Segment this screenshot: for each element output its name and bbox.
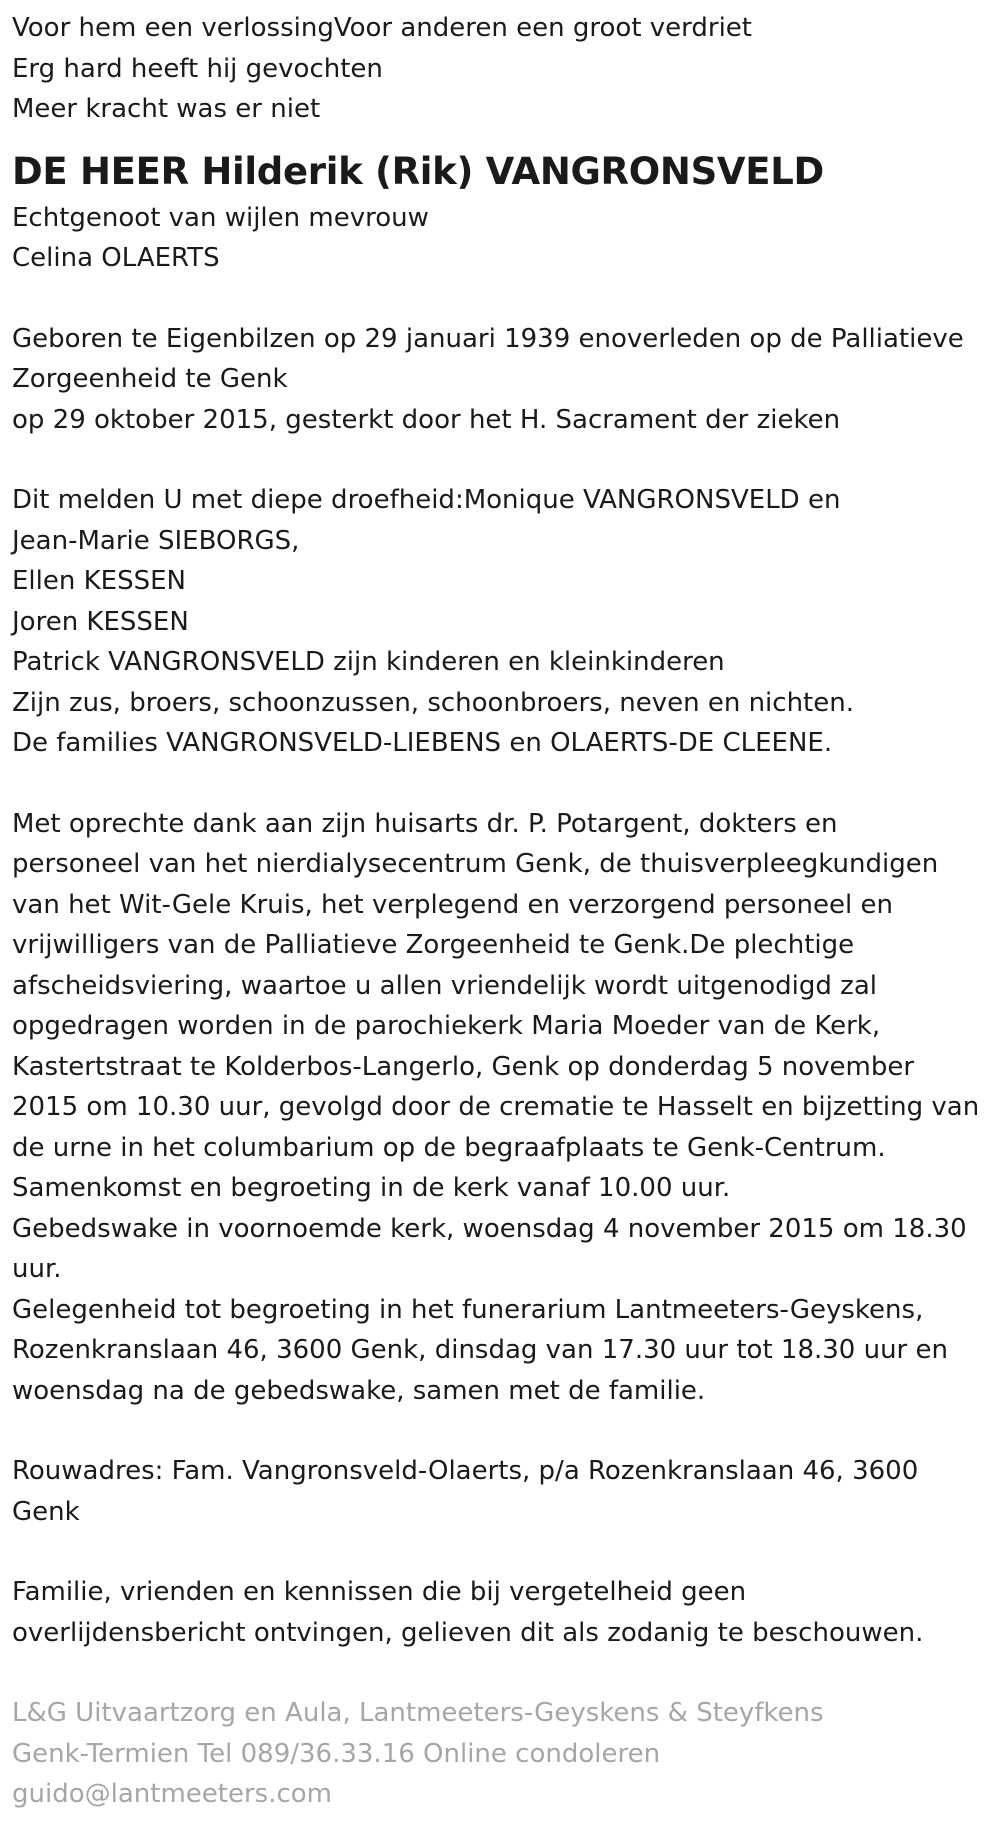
notice-block [12,1572,1000,1653]
mourning-address-line: Genk [12,1496,80,1527]
ceremony-line: 2015 om 10.30 uur, gevolgd door de crematie te Hasselt en bijzetting van [12,1092,980,1122]
spouse-line: Celina OLAERTS [12,243,220,273]
spouse-line: Echtgenoot van wijlen mevrouw [12,202,429,233]
footer-line: L&G Uitvaartzorg en Aula, Lantmeeters-Geyskens & Steyfkens [12,1698,824,1728]
motto-line: Voor hem een verlossingVoor anderen een groot verdriet [12,13,752,43]
ceremony-line: afscheidsviering, waartoe u allen vriendelijk wordt uitgenodigd zal [12,970,877,1001]
notice-line: overlijdensbericht ontvingen, gelieven dit als zodanig te beschouwen. [12,1617,924,1648]
family-block [12,480,1000,764]
family-line: Patrick VANGRONSVELD zijn kinderen en kleinkinderen [12,647,725,677]
ceremony-line: Gebedswake in voornoemde kerk, woensdag 4 november 2015 om 18.30 [12,1213,967,1244]
mourning-address-line: Rouwadres: Fam. Vangronsveld-Olaerts, p/a Rozenkranslaan 46, 3600 [12,1456,919,1486]
ceremony-line: personeel van het nierdialysecentrum Genk, de thuisverpleegkundigen [12,849,939,879]
family-line: Joren KESSEN [12,606,189,637]
ceremony-line: Met oprechte dank aan zijn huisarts dr. P. Potargent, dokters en [12,808,838,839]
ceremony-line: de urne in het columbarium op de begraafplaats te Genk-Centrum. [12,1132,886,1163]
birth-death-line: Zorgeenheid te Genk [12,364,288,394]
motto-block [12,8,1000,130]
ceremony-line: Samenkomst en begroeting in de kerk vanaf 10.00 uur. [12,1173,731,1203]
ceremony-line: vrijwilligers van de Palliatieve Zorgeenheid te Genk.De plechtige [12,930,855,960]
birth-death-line: Geboren te Eigenbilzen op 29 januari 1939 enoverleden op de Palliatieve [12,323,964,354]
motto-line: Erg hard heeft hij gevochten [12,53,383,84]
ceremony-line: Rozenkranslaan 46, 3600 Genk, dinsdag van 17.30 uur tot 18.30 uur en [12,1335,948,1365]
footer-line: Genk-Termien Tel 089/36.33.16 Online condoleren [12,1738,661,1769]
birth-death-block [12,319,1000,441]
ceremony-line: Kastertstraat te Kolderbos-Langerlo, Genk op donderdag 5 november [12,1051,915,1082]
deceased-name-heading: DE HEER Hilderik (Rik) VANGRONSVELD [12,149,824,193]
ceremony-line: uur. [12,1254,62,1284]
ceremony-line: van het Wit-Gele Kruis, het verplegend en verzorgend personeel en [12,889,893,920]
family-line: Zijn zus, broers, schoonzussen, schoonbroers, neven en nichten. [12,687,854,718]
spouse-block [12,198,1000,279]
motto-line: Meer kracht was er niet [12,94,321,124]
funeral-home-footer [12,1693,1000,1815]
family-line: Dit melden U met diepe droefheid:Monique VANGRONSVELD en [12,485,841,515]
thanks-ceremony-block [12,804,1000,1412]
family-line: De families VANGRONSVELD-LIEBENS en OLAERTS-DE CLEENE. [12,728,833,758]
ceremony-line: woensdag na de gebedswake, samen met de familie. [12,1375,706,1406]
notice-line: Familie, vrienden en kennissen die bij vergetelheid geen [12,1577,747,1607]
family-line: Jean-Marie SIEBORGS, [12,525,300,556]
ceremony-line: opgedragen worden in de parochiekerk Maria Moeder van de Kerk, [12,1011,881,1041]
mourning-address-block [12,1451,1000,1532]
footer-email: guido@lantmeeters.com [12,1779,332,1809]
birth-death-line: op 29 oktober 2015, gesterkt door het H. Sacrament der zieken [12,404,841,435]
ceremony-line: Gelegenheid tot begroeting in het funerarium Lantmeeters-Geyskens, [12,1294,924,1325]
family-line: Ellen KESSEN [12,566,186,596]
